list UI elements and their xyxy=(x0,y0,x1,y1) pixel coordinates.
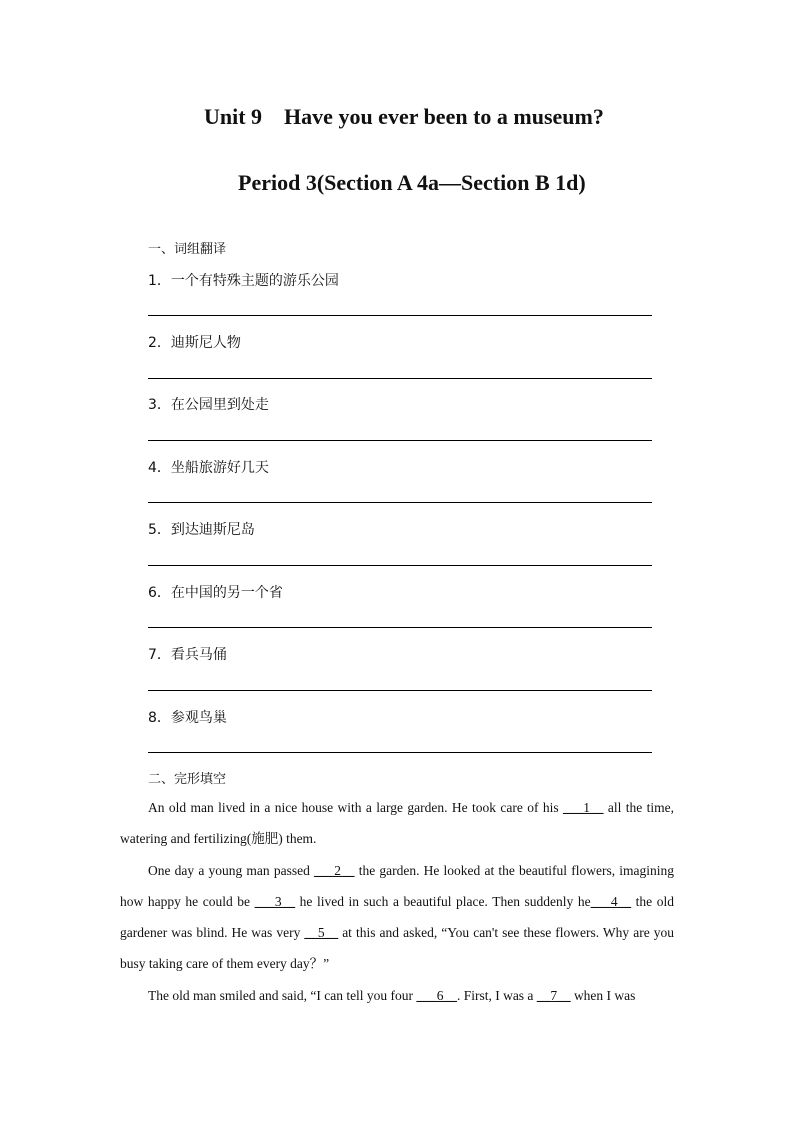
part2-heading: 二、完形填空 xyxy=(148,772,227,787)
cloze-text: at this and asked, “You can't see these flowers. Why are you busy taking care of them every day？” xyxy=(120,925,675,971)
translation-item-3: 3．在公园里到处走 xyxy=(148,397,269,413)
cloze-text: when I was xyxy=(570,988,636,1003)
answer-line-2[interactable] xyxy=(148,378,652,379)
answer-line-4[interactable] xyxy=(148,502,652,503)
cloze-text: . First, I was a xyxy=(456,988,537,1003)
part1-heading: 一、词组翻译 xyxy=(148,242,227,257)
translation-item-7: 7．看兵马俑 xyxy=(148,647,227,663)
translation-item-1: 1．一个有特殊主题的游乐公园 xyxy=(148,273,339,289)
cloze-blank-3[interactable]: ___3__ xyxy=(254,894,296,909)
translation-item-5: 5．到达迪斯尼岛 xyxy=(148,522,255,538)
translation-item-2: 2．迪斯尼人物 xyxy=(148,335,241,351)
cloze-text: the old gardener was blind. He was very xyxy=(120,894,674,940)
cloze-paragraph-2 xyxy=(120,855,674,979)
cloze-blank-2[interactable]: ___2__ xyxy=(314,863,355,878)
answer-line-3[interactable] xyxy=(148,440,652,441)
cloze-blank-5[interactable]: __5__ xyxy=(304,925,339,940)
answer-line-7[interactable] xyxy=(148,690,652,691)
cloze-blank-7[interactable]: __7__ xyxy=(536,988,571,1003)
translation-item-6: 6．在中国的另一个省 xyxy=(148,585,283,601)
cloze-paragraph-3 xyxy=(120,980,674,1011)
cloze-blank-4[interactable]: ___4__ xyxy=(590,894,632,909)
translation-item-8: 8．参观鸟巢 xyxy=(148,710,227,726)
cloze-text: One day a young man passed xyxy=(148,863,315,878)
cloze-text: An old man lived in a nice house with a large garden. He took care of his xyxy=(148,800,563,815)
cloze-blank-6[interactable]: ___6__ xyxy=(416,988,457,1003)
answer-line-6[interactable] xyxy=(148,627,652,628)
cloze-text: all the time, watering and fertilizing(施肥) them. xyxy=(120,800,674,846)
answer-line-5[interactable] xyxy=(148,565,652,566)
answer-line-1[interactable] xyxy=(148,315,652,316)
cloze-text: he lived in such a beautiful place. Then suddenly he xyxy=(295,894,591,909)
period-title: Period 3(Section A 4a—Section B 1d) xyxy=(238,170,586,195)
cloze-text: The old man smiled and said, “I can tell you four xyxy=(148,988,417,1003)
cloze-text: the garden. He looked at the beautiful flowers, imagining how happy he could be xyxy=(120,863,674,909)
cloze-paragraph-1 xyxy=(120,792,674,854)
unit-title: Unit 9 Have you ever been to a museum? xyxy=(204,104,604,129)
translation-item-4: 4．坐船旅游好几天 xyxy=(148,460,269,476)
cloze-blank-1[interactable]: ___1__ xyxy=(563,800,604,815)
answer-line-8[interactable] xyxy=(148,752,652,753)
